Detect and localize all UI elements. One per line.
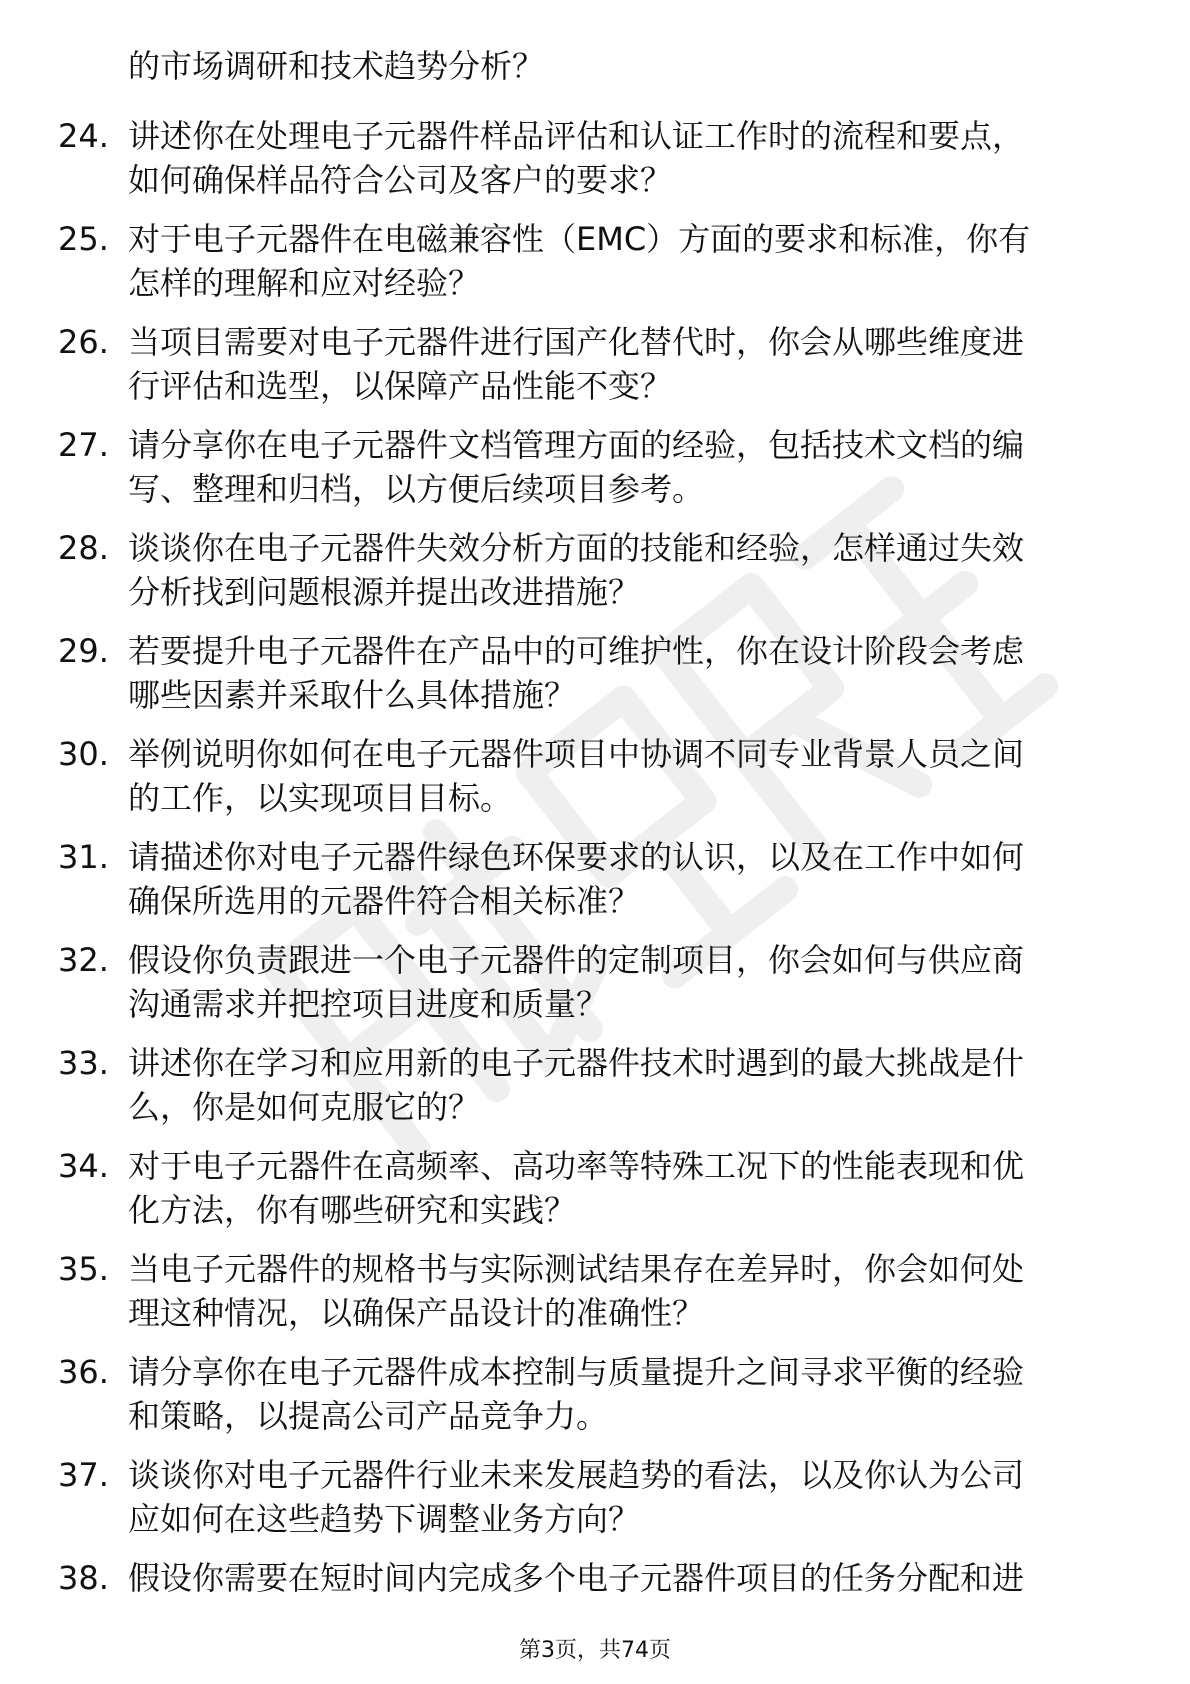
question-line: 和策略，以提高公司产品竞争力。 [128,1397,609,1435]
question-number: 32. [58,941,109,979]
question-line: 么，你是如何克服它的？ [128,1088,481,1126]
question-text [128,1556,1128,1600]
question-text [128,1247,1128,1335]
question-text [128,629,1128,717]
question-text [128,1350,1128,1438]
question-line: 哪些因素并采取什么具体措施？ [128,676,577,714]
question-line: 当电子元器件的规格书与实际测试结果存在差异时，你会如何处 [128,1250,1025,1288]
list-item [0,423,1190,511]
list-item [0,1556,1190,1644]
question-line: 如何确保样品符合公司及客户的要求？ [128,161,673,199]
question-line: 假设你负责跟进一个电子元器件的定制项目，你会如何与供应商 [128,941,1025,979]
question-number: 33. [58,1044,109,1082]
question-line: 对于电子元器件在电磁兼容性（EMC）方面的要求和标准，你有 [128,220,1031,258]
continuation-text: 的市场调研和技术趋势分析？ [128,47,545,85]
question-line: 谈谈你对电子元器件行业未来发展趋势的看法，以及你认为公司 [128,1456,1025,1494]
question-line: 举例说明你如何在电子元器件项目中协调不同专业背景人员之间 [128,735,1025,773]
question-text [128,1041,1128,1129]
list-item [0,835,1190,923]
question-number: 27. [58,426,109,464]
question-line: 理这种情况，以确保产品设计的准确性？ [128,1294,705,1332]
question-text [128,526,1128,614]
question-text [128,835,1128,923]
question-line: 请分享你在电子元器件成本控制与质量提升之间寻求平衡的经验 [128,1353,1025,1391]
question-text [128,114,1128,202]
list-item [0,1144,1190,1232]
list-item [0,1041,1190,1129]
question-line: 请描述你对电子元器件绿色环保要求的认识，以及在工作中如何 [128,838,1025,876]
question-text [128,1453,1128,1541]
question-text [128,732,1128,820]
question-line: 怎样的理解和应对经验？ [128,264,481,302]
question-text [128,423,1128,511]
question-line: 讲述你在学习和应用新的电子元器件技术时遇到的最大挑战是什 [128,1044,1025,1082]
list-item [0,629,1190,717]
question-line: 写、整理和归档，以方便后续项目参考。 [128,470,705,508]
question-text [128,938,1128,1026]
question-line: 的工作，以实现项目目标。 [128,779,513,817]
question-number: 38. [58,1559,109,1597]
question-text [128,1144,1128,1232]
question-line: 假设你需要在短时间内完成多个电子元器件项目的任务分配和进 [128,1559,1025,1597]
list-item [0,938,1190,1026]
question-text [128,217,1128,305]
list-item [0,1453,1190,1541]
question-line: 化方法，你有哪些研究和实践？ [128,1191,577,1229]
question-number: 37. [58,1456,109,1494]
question-number: 28. [58,529,109,567]
question-number: 25. [58,220,109,258]
question-line: 行评估和选型，以保障产品性能不变？ [128,367,673,405]
list-item [0,1247,1190,1335]
question-line: 分析找到问题根源并提出改进措施？ [128,573,641,611]
question-number: 35. [58,1250,109,1288]
question-line: 若要提升电子元器件在产品中的可维护性，你在设计阶段会考虑 [128,632,1025,670]
question-line: 应如何在这些趋势下调整业务方向？ [128,1500,641,1538]
question-number: 36. [58,1353,109,1391]
page-footer: 第3页，共74页 [519,1638,671,1663]
question-number: 31. [58,838,109,876]
question-list [0,114,1190,1659]
question-line: 对于电子元器件在高频率、高功率等特殊工况下的性能表现和优 [128,1147,1025,1185]
question-number: 24. [58,117,109,155]
question-line: 讲述你在处理电子元器件样品评估和认证工作时的流程和要点， [128,117,1025,155]
list-item [0,1350,1190,1438]
list-item [0,526,1190,614]
question-line: 沟通需求并把控项目进度和质量？ [128,985,609,1023]
question-text [128,320,1128,408]
list-item [0,732,1190,820]
question-line: 确保所选用的元器件符合相关标准？ [128,882,641,920]
list-item [0,217,1190,305]
list-item [0,114,1190,202]
list-item [0,320,1190,408]
question-number: 29. [58,632,109,670]
question-number: 34. [58,1147,109,1185]
question-line: 谈谈你在电子元器件失效分析方面的技能和经验，怎样通过失效 [128,529,1025,567]
question-number: 26. [58,323,109,361]
question-line: 请分享你在电子元器件文档管理方面的经验，包括技术文档的编 [128,426,1025,464]
question-line: 当项目需要对电子元器件进行国产化替代时，你会从哪些维度进 [128,323,1025,361]
question-number: 30. [58,735,109,773]
